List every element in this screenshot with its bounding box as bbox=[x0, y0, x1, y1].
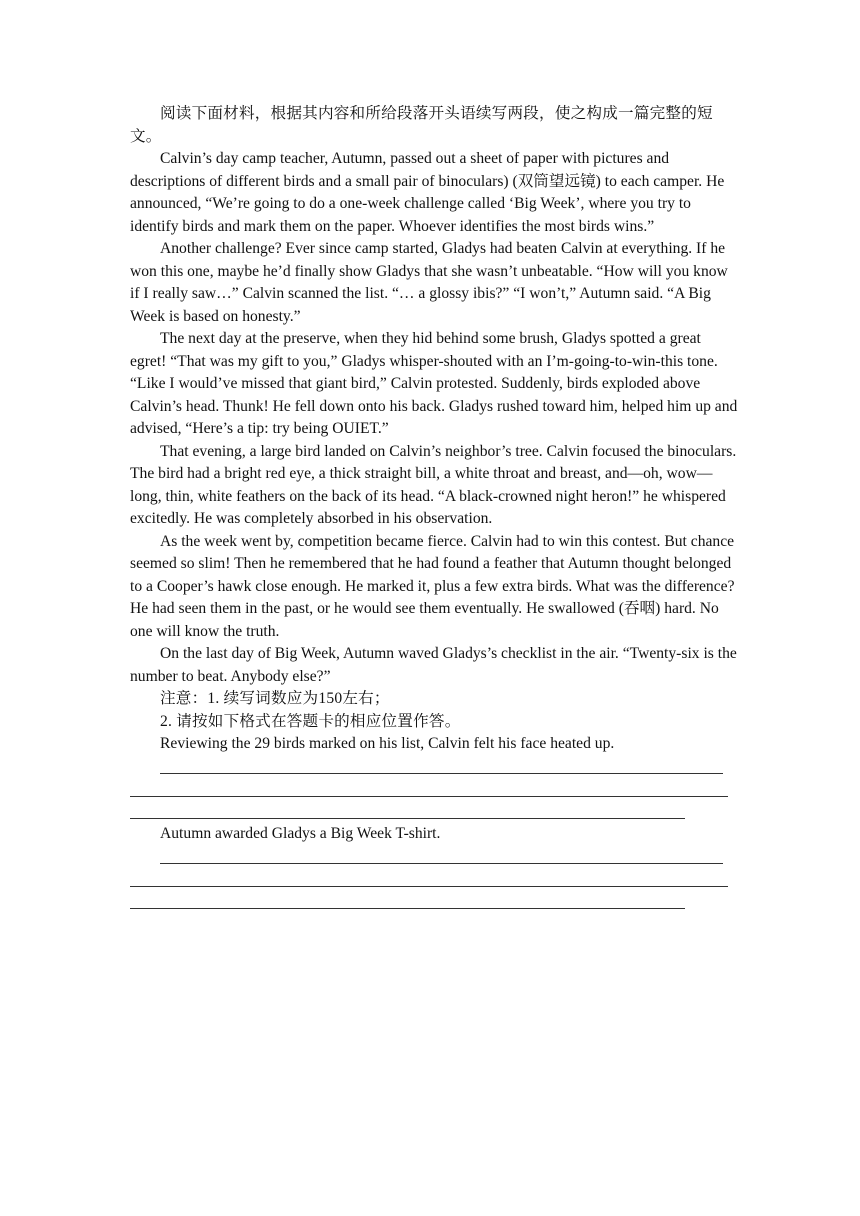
note-format: 2. 请按如下格式在答题卡的相应位置作答。 bbox=[160, 712, 461, 730]
document-content bbox=[130, 103, 738, 913]
instructions-text: 阅读下面材料，根据其内容和所给段落开头语续写两段，使之构成一篇完整的短文。 bbox=[130, 105, 713, 145]
section-1-opening: Reviewing the 29 birds marked on his list, Calvin felt his face heated up. bbox=[160, 735, 615, 752]
story-paragraph-3: The next day at the preserve, when they hid behind some brush, Gladys spotted a great egret! “That was my gift to you,” Gladys whisper-shouted with an I’m-going-to-win-this tone. “Like I would’ve missed that giant bird,” Calvin protested. Suddenly, birds exploded above Calvin’s head. Thunk! He fell down onto his back. Gladys rushed toward him, helped him up and advised, “Here’s a tip: try being OUIET.” bbox=[130, 330, 738, 437]
story-paragraph-6: On the last day of Big Week, Autumn waved Gladys’s checklist in the air. “Twenty-six is the number to beat. Anybody else?” bbox=[130, 645, 737, 685]
answer-line[interactable] bbox=[130, 778, 738, 801]
answer-line[interactable] bbox=[130, 868, 738, 891]
note-word-count: 注意：1. 续写词数应为150左右； bbox=[160, 690, 390, 707]
story-paragraph-4: That evening, a large bird landed on Calvin’s neighbor’s tree. Calvin focused the binoculars. The bird had a bright red eye, a thick straight bill, a white throat and breast, and—oh, wow—long, thin, white feathers on the back of its head. “A black-crowned night heron!” he whispered excitedly. He was completely absorbed in his observation. bbox=[130, 442, 737, 527]
answer-line[interactable] bbox=[130, 801, 738, 824]
story-paragraph-5: As the week went by, competition became fierce. Calvin had to win this contest. But chance seemed so slim! Then he remembered that he had found a feather that Autumn thought belonged to a Cooper’s hawk close enough. He marked it, plus a few extra birds. What was the difference? He had seen them in the past, or he would see them eventually. He swallowed (吞咽) hard. No one will know the truth. bbox=[130, 532, 735, 640]
section-2-opening: Autumn awarded Gladys a Big Week T-shirt. bbox=[160, 825, 441, 842]
answer-line[interactable] bbox=[130, 846, 738, 869]
story-paragraph-1: Calvin’s day camp teacher, Autumn, passed out a sheet of paper with pictures and descriptions of different birds and a small pair of binoculars) (双筒望远镜) to each camper. He announced, “We’re going to do a one-week challenge called ‘Big Week’, where you try to identify birds and mark them on the paper. Whoever identifies the most birds wins.” bbox=[130, 150, 725, 235]
answer-line[interactable] bbox=[130, 891, 738, 914]
answer-line[interactable] bbox=[130, 756, 738, 779]
story-paragraph-2: Another challenge? Ever since camp started, Gladys had beaten Calvin at everything. If he won this one, maybe he’d finally show Gladys that she wasn’t unbeatable. “How will you know if I really saw…” Calvin scanned the list. “… a glossy ibis?” “I won’t,” Autumn said. “A Big Week is based on honesty.” bbox=[130, 240, 728, 325]
